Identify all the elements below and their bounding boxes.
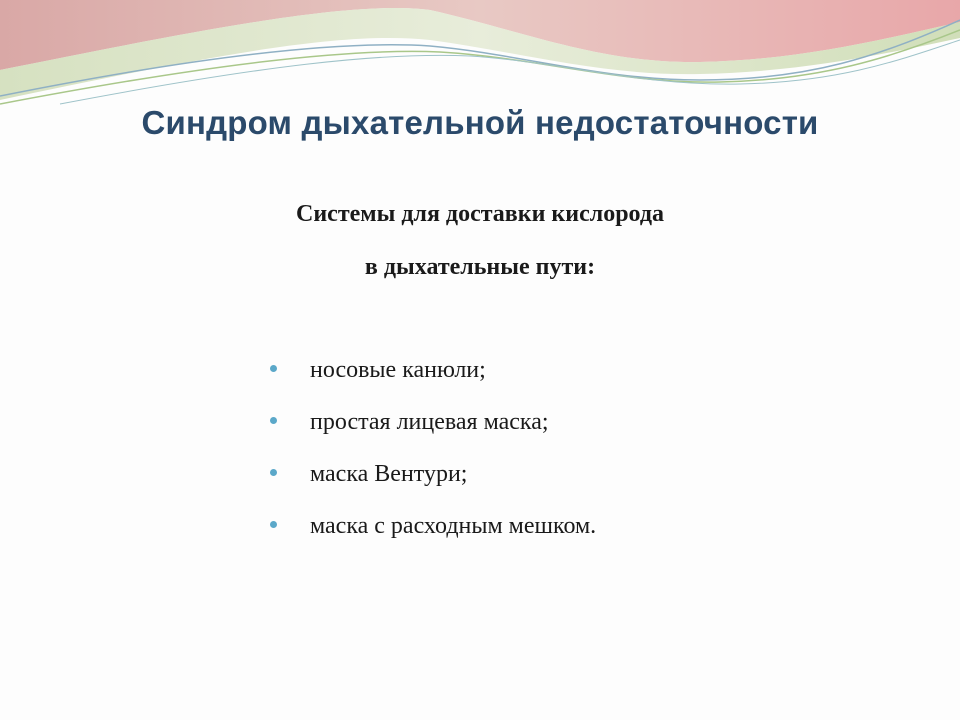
list-item: [270, 408, 596, 460]
subtitle-line-1: Системы для доставки кислорода: [296, 201, 664, 227]
list-item: [270, 512, 596, 564]
list-item-text: маска с расходным мешком.: [310, 513, 597, 539]
bullet-icon: [270, 469, 277, 476]
list-item: [270, 356, 596, 408]
list-item-text: носовые канюли;: [310, 357, 486, 383]
list-item-text: маска Вентури;: [310, 461, 468, 487]
bullet-icon: [270, 521, 277, 528]
list-item-text: простая лицевая маска;: [310, 409, 549, 435]
list-item: [270, 460, 596, 512]
oxygen-delivery-list: [270, 356, 596, 564]
bullet-icon: [270, 417, 277, 424]
slide-title: Синдром дыхательной недостаточности: [141, 104, 819, 141]
header-wave-decoration: [0, 0, 960, 120]
bullet-icon: [270, 365, 277, 372]
subtitle-line-2: в дыхательные пути:: [364, 254, 596, 280]
